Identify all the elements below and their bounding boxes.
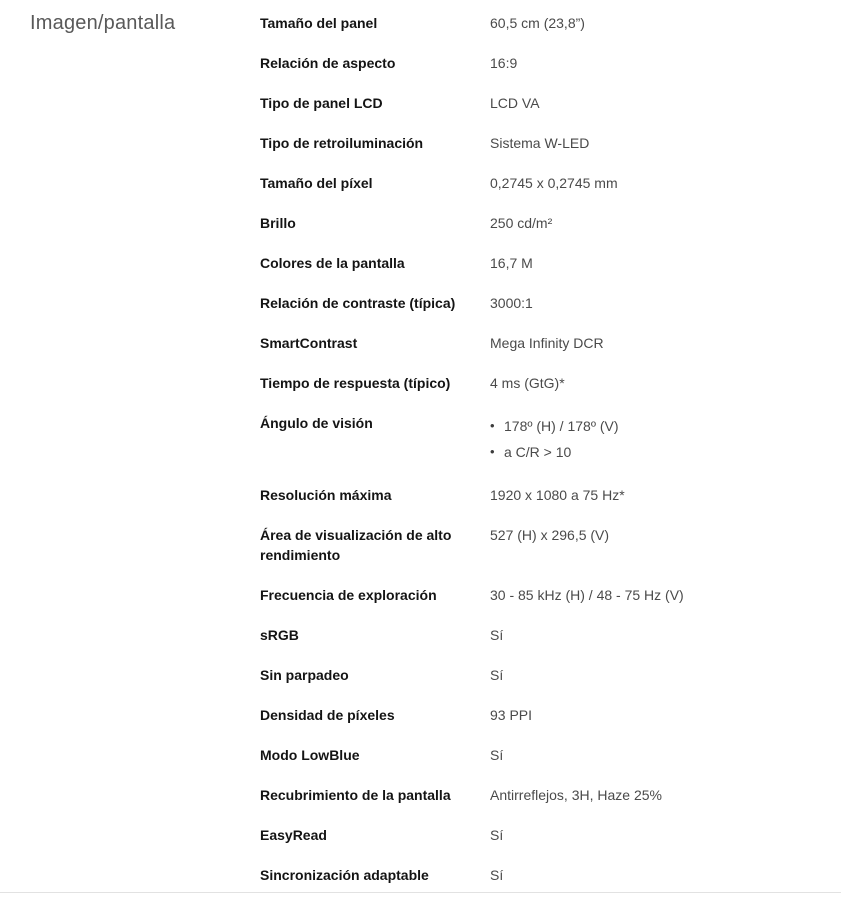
section-title: Imagen/pantalla: [30, 12, 176, 34]
spec-value: [490, 333, 841, 353]
spec-value-text: Sí: [490, 827, 504, 843]
spec-value: [490, 525, 841, 545]
spec-label: Sincronización adaptable: [260, 867, 429, 883]
bullet-icon: •: [490, 444, 495, 459]
spec-value-text: 250 cd/m²: [490, 215, 553, 231]
spec-value-bullet: [490, 413, 821, 439]
spec-label: Brillo: [260, 215, 296, 231]
spec-row: [260, 625, 841, 645]
spec-table: [260, 8, 841, 893]
spec-value: [490, 785, 841, 805]
spec-value-text: Sí: [490, 667, 504, 683]
spec-value: [490, 865, 841, 885]
spec-row: [260, 865, 841, 885]
spec-label: Ángulo de visión: [260, 415, 373, 431]
spec-row: [260, 745, 841, 765]
spec-row: [260, 13, 841, 33]
spec-label: Tipo de retroiluminación: [260, 135, 424, 151]
spec-value-text: 60,5 cm (23,8”): [490, 15, 585, 31]
spec-row: [260, 213, 841, 233]
spec-label: Colores de la pantalla: [260, 255, 405, 271]
spec-row: [260, 373, 841, 393]
spec-row: [260, 485, 841, 505]
spec-row: [260, 133, 841, 153]
spec-value-text: Sí: [490, 867, 504, 883]
spec-value-text: Sistema W-LED: [490, 135, 590, 151]
spec-value: [490, 825, 841, 845]
spec-label: SmartContrast: [260, 335, 358, 351]
spec-value: [490, 133, 841, 153]
spec-label: Resolución máxima: [260, 487, 392, 503]
spec-value-text: Sí: [490, 627, 504, 643]
spec-value-text: 16:9: [490, 55, 518, 71]
spec-value-text: 0,2745 x 0,2745 mm: [490, 175, 618, 191]
spec-value-bullet: [490, 439, 821, 465]
spec-value: [490, 53, 841, 73]
spec-value: [490, 213, 841, 233]
spec-row: [260, 825, 841, 845]
spec-value: [490, 585, 841, 605]
spec-label: Recubrimiento de la pantalla: [260, 787, 451, 803]
spec-label: Tamaño del panel: [260, 15, 378, 31]
spec-label: Tamaño del píxel: [260, 175, 373, 191]
spec-row: [260, 785, 841, 805]
spec-value: [490, 93, 841, 113]
spec-label: sRGB: [260, 627, 299, 643]
spec-value: [490, 413, 841, 465]
spec-row: [260, 253, 841, 273]
spec-value-text: 178º (H) / 178º (V): [504, 418, 619, 434]
spec-value: [490, 625, 841, 645]
spec-value-text: Sí: [490, 747, 504, 763]
spec-value: [490, 705, 841, 725]
spec-value-text: 3000:1: [490, 295, 533, 311]
spec-label: EasyRead: [260, 827, 327, 843]
spec-value-text: Mega Infinity DCR: [490, 335, 604, 351]
spec-row: [260, 665, 841, 685]
spec-row: [260, 173, 841, 193]
spec-label: Densidad de píxeles: [260, 707, 395, 723]
bullet-icon: •: [490, 418, 495, 433]
spec-value-text: 93 PPI: [490, 707, 533, 723]
spec-value-text: Antirreflejos, 3H, Haze 25%: [490, 787, 662, 803]
spec-value: [490, 745, 841, 765]
spec-label: Tiempo de respuesta (típico): [260, 375, 451, 391]
spec-value-text: 4 ms (GtG)*: [490, 375, 565, 391]
spec-value: [490, 173, 841, 193]
spec-row: [260, 333, 841, 353]
spec-row: [260, 293, 841, 313]
spec-value: [490, 13, 841, 33]
spec-label: Frecuencia de exploración: [260, 587, 437, 603]
spec-value: [490, 485, 841, 505]
spec-label: Área de visualización de alto rendimiento: [260, 527, 452, 563]
spec-value-text: 527 (H) x 296,5 (V): [490, 527, 610, 543]
spec-label: Relación de aspecto: [260, 55, 396, 71]
spec-row: [260, 413, 841, 465]
spec-label: Sin parpadeo: [260, 667, 349, 683]
spec-row: [260, 525, 841, 565]
spec-row: [260, 93, 841, 113]
spec-label: Tipo de panel LCD: [260, 95, 383, 111]
spec-row: [260, 705, 841, 725]
spec-label: Modo LowBlue: [260, 747, 360, 763]
spec-value: [490, 373, 841, 393]
spec-value-text: 16,7 M: [490, 255, 533, 271]
spec-value-text: 1920 x 1080 a 75 Hz*: [490, 487, 625, 503]
spec-label: Relación de contraste (típica): [260, 295, 456, 311]
spec-value: [490, 665, 841, 685]
spec-value: [490, 253, 841, 273]
spec-value-text: 30 - 85 kHz (H) / 48 - 75 Hz (V): [490, 587, 684, 603]
spec-row: [260, 585, 841, 605]
spec-value-text: LCD VA: [490, 95, 540, 111]
spec-value: [490, 293, 841, 313]
spec-row: [260, 53, 841, 73]
spec-value-text: a C/R > 10: [504, 444, 572, 460]
